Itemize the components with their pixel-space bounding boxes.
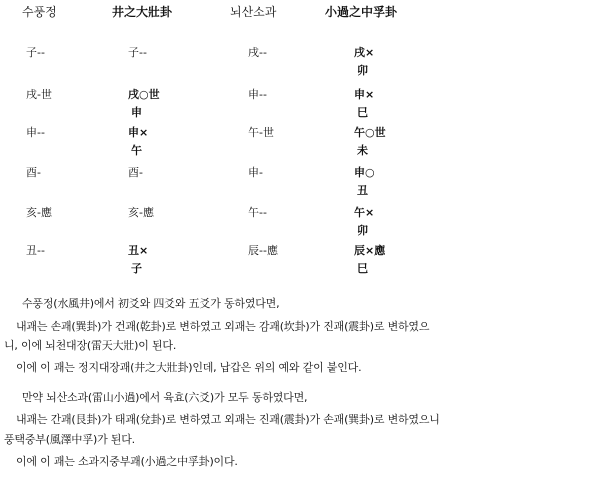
row2-col3: 申-- <box>248 88 267 101</box>
row3-col1: 申-- <box>26 126 45 139</box>
row6-col4-sub: 巳 <box>357 262 368 275</box>
header-noe-san-sogwa: 뇌산소과 <box>230 5 277 19</box>
row4-col4-sub: 丑 <box>357 184 368 197</box>
row3-col2-sub: 午 <box>131 144 142 157</box>
row3-col4: 午○世 <box>354 126 386 139</box>
row3-col2: 申× <box>128 126 149 139</box>
row5-col1: 亥-應 <box>26 206 52 219</box>
row1-col1: 子-- <box>26 46 45 59</box>
row1-col2: 子-- <box>128 46 147 59</box>
row5-col4: 午× <box>354 206 375 219</box>
row2-col2: 戌○世 <box>128 88 160 101</box>
row1-col4: 戌× <box>354 46 375 59</box>
row3-col3: 午-世 <box>248 126 274 139</box>
row6-col2: 丑× <box>128 244 149 257</box>
paragraph-line-7: 풍택중부(風澤中孚)가 된다. <box>4 433 135 446</box>
paragraph-line-8: 이에 이 괘는 소과지중부괘(小過之中孚卦)이다. <box>16 455 238 468</box>
paragraph-line-2: 내괘는 손괘(巽卦)가 건괘(乾卦)로 변하였고 외괘는 감괘(坎卦)가 진괘(震卦)로 변하였으 <box>16 320 430 333</box>
row2-col1: 戌-世 <box>26 88 52 101</box>
paragraph-line-3: 니, 이에 뇌천대장(雷天大壯)이 된다. <box>4 339 177 352</box>
row5-col3: 午-- <box>248 206 267 219</box>
row1-col3: 戌-- <box>248 46 267 59</box>
paragraph-line-1: 수풍정(水風井)에서 初爻와 四爻와 五爻가 동하였다면, <box>22 297 280 310</box>
row5-col2: 亥-應 <box>128 206 154 219</box>
header-su-pung-jeong: 수풍정 <box>22 5 57 19</box>
row2-col4: 申× <box>354 88 375 101</box>
header-sogwa-ji-jungbu: 小過之中孚卦 <box>325 5 398 19</box>
paragraph-line-6: 내괘는 간괘(艮卦)가 태괘(兌卦)로 변하였고 외괘는 진괘(震卦)가 손괘(巽卦)로 변하였으니 <box>16 413 440 426</box>
header-jeong-ji-daejang: 井之大壯卦 <box>112 5 173 19</box>
row4-col2: 酉- <box>128 166 143 179</box>
row6-col4: 辰×應 <box>354 244 386 257</box>
row5-col4-sub: 卯 <box>357 224 368 237</box>
row3-col4-sub: 未 <box>357 144 368 157</box>
row4-col4: 申○ <box>354 166 375 179</box>
row6-col1: 丑-- <box>26 244 45 257</box>
paragraph-line-4: 이에 이 괘는 정지대장괘(井之大壯卦)인데, 납갑은 위의 예와 같이 붙인다. <box>16 361 362 374</box>
row4-col1: 酉- <box>26 166 41 179</box>
row2-col4-sub: 巳 <box>357 106 368 119</box>
row6-col2-sub: 子 <box>131 262 142 275</box>
row2-col2-sub: 申 <box>131 106 142 119</box>
paragraph-line-5: 만약 뇌산소과(雷山小過)에서 육효(六爻)가 모두 동하였다면, <box>22 391 308 404</box>
row1-col4-sub: 卯 <box>357 64 368 77</box>
row6-col3: 辰--應 <box>248 244 278 257</box>
row4-col3: 申- <box>248 166 263 179</box>
